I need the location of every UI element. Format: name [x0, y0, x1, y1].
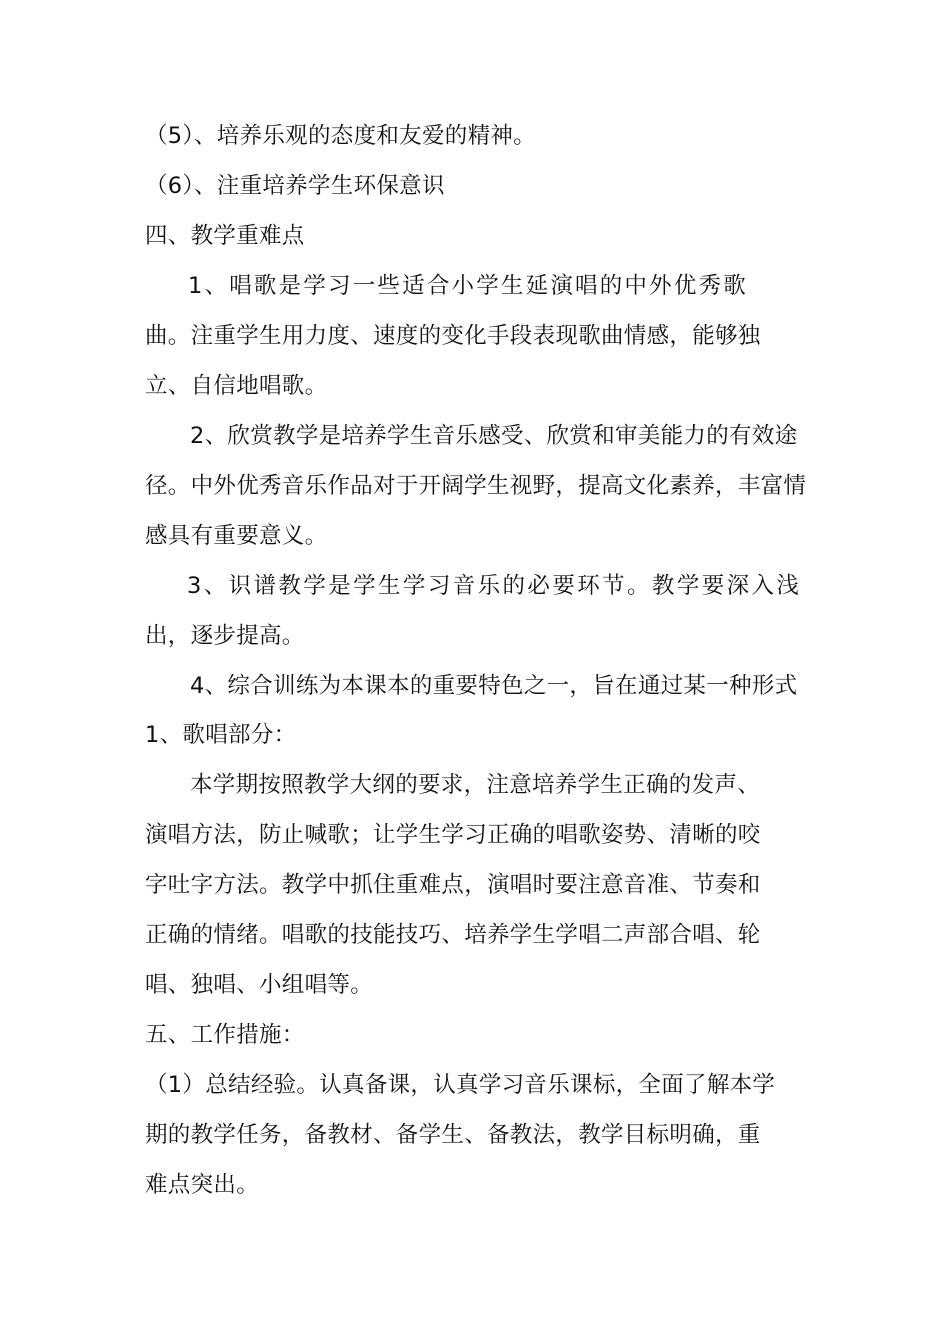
text-line: 出，逐步提高。 — [145, 623, 305, 649]
text-line: 2、欣赏教学是培养学生音乐感受、欣赏和审美能力的有效途 — [190, 423, 798, 449]
section-heading: 1、歌唱部分： — [145, 722, 297, 748]
text-line: 径。中外优秀音乐作品对于开阔学生视野，提高文化素养，丰富情 — [145, 473, 807, 499]
text-line: 感具有重要意义。 — [145, 523, 328, 549]
text-line: 期的教学任务，备教材、备学生、备教法，教学目标明确，重 — [145, 1122, 761, 1148]
text-line: 立、自信地唱歌。 — [145, 373, 328, 399]
text-line: 演唱方法，防止喊歌；让学生学习正确的唱歌姿势、清晰的咬 — [145, 822, 761, 848]
text-line: 难点突出。 — [145, 1172, 260, 1198]
text-line: （1）总结经验。认真备课，认真学习音乐课标，全面了解本学 — [145, 1072, 776, 1098]
text-line: （5）、培养乐观的态度和友爱的精神。 — [145, 123, 536, 149]
text-line: 正确的情绪。唱歌的技能技巧、培养学生学唱二声部合唱、轮 — [145, 922, 761, 948]
section-heading: 五、工作措施： — [145, 1022, 305, 1048]
text-line: 曲。注重学生用力度、速度的变化手段表现歌曲情感，能够独 — [145, 323, 761, 349]
text-line: 1、唱歌是学习一些适合小学生延演唱的中外优秀歌 — [188, 273, 748, 299]
text-line: （6）、注重培养学生环保意识 — [145, 173, 445, 199]
text-line: 唱、独唱、小组唱等。 — [145, 972, 374, 998]
text-line: 本学期按照教学大纲的要求，注意培养学生正确的发声、 — [190, 772, 761, 798]
section-heading: 四、教学重难点 — [145, 223, 305, 249]
text-line: 字吐字方法。教学中抓住重难点，演唱时要注意音准、节奏和 — [145, 872, 761, 898]
text-line: 3、识谱教学是学生学习音乐的必要环节。教学要深入浅 — [187, 573, 802, 599]
text-line: 4、综合训练为本课本的重要特色之一，旨在通过某一种形式 — [190, 673, 798, 699]
